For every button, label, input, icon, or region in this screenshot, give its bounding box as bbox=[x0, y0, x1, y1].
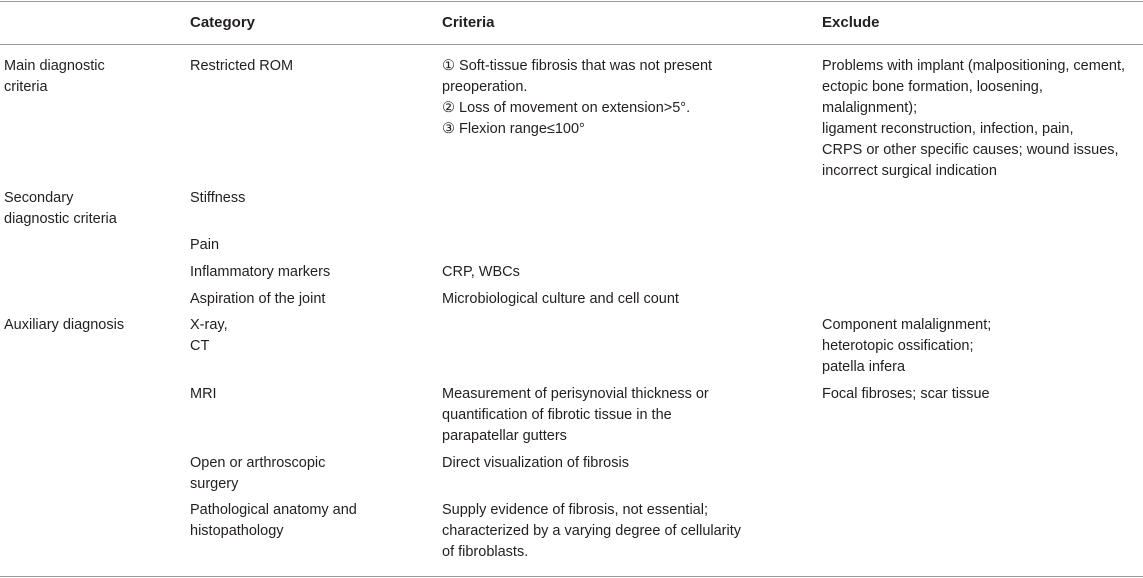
exclude-mri: Focal fibroses; scar tissue bbox=[822, 386, 990, 402]
header-criteria: Criteria bbox=[442, 14, 495, 31]
criteria-restricted-rom: ① Soft-tissue fibrosis that was not present preoperation. ② Loss of movement on extension>5°. ③ Flexion range≤100° bbox=[442, 58, 713, 137]
group-secondary-diagnostic: Secondary diagnostic criteria bbox=[4, 190, 117, 227]
category-aspiration: Aspiration of the joint bbox=[190, 291, 326, 307]
criteria-aspiration: Microbiological culture and cell count bbox=[442, 291, 679, 307]
category-stiffness: Stiffness bbox=[190, 190, 246, 206]
criteria-open-surgery: Direct visualization of fibrosis bbox=[442, 455, 629, 471]
category-restricted-rom: Restricted ROM bbox=[190, 58, 294, 74]
table-bottom-rule bbox=[0, 576, 1143, 577]
exclude-restricted-rom: Problems with implant (malpositioning, cement, ectopic bone formation, loosening, malalignment); ligament reconstruction, infection, pain, CRPS or other specific causes; wound issues, incorrect surgical indication bbox=[822, 58, 1126, 179]
header-category: Category bbox=[190, 14, 256, 31]
exclude-xray-ct: Component malalignment; heterotopic ossification; patella infera bbox=[822, 317, 992, 375]
category-open-surgery: Open or arthroscopic surgery bbox=[190, 455, 326, 492]
criteria-mri: Measurement of perisynovial thickness or quantification of fibrotic tissue in the parapatellar gutters bbox=[442, 386, 709, 444]
category-pain: Pain bbox=[190, 237, 220, 253]
group-auxiliary-diagnosis: Auxiliary diagnosis bbox=[4, 317, 125, 333]
criteria-pathological-anatomy: Supply evidence of fibrosis, not essential; characterized by a varying degree of cellularity of fibroblasts. bbox=[442, 502, 742, 560]
category-xray-ct: X-ray, CT bbox=[190, 317, 228, 354]
table-header-rule bbox=[0, 44, 1143, 45]
category-pathological-anatomy: Pathological anatomy and histopathology bbox=[190, 502, 357, 539]
category-mri: MRI bbox=[190, 386, 217, 402]
header-exclude: Exclude bbox=[822, 14, 880, 31]
category-inflammatory-markers: Inflammatory markers bbox=[190, 264, 331, 280]
group-main-diagnostic: Main diagnostic criteria bbox=[4, 58, 105, 95]
criteria-inflammatory-markers: CRP, WBCs bbox=[442, 264, 520, 280]
table-top-rule bbox=[0, 1, 1143, 2]
